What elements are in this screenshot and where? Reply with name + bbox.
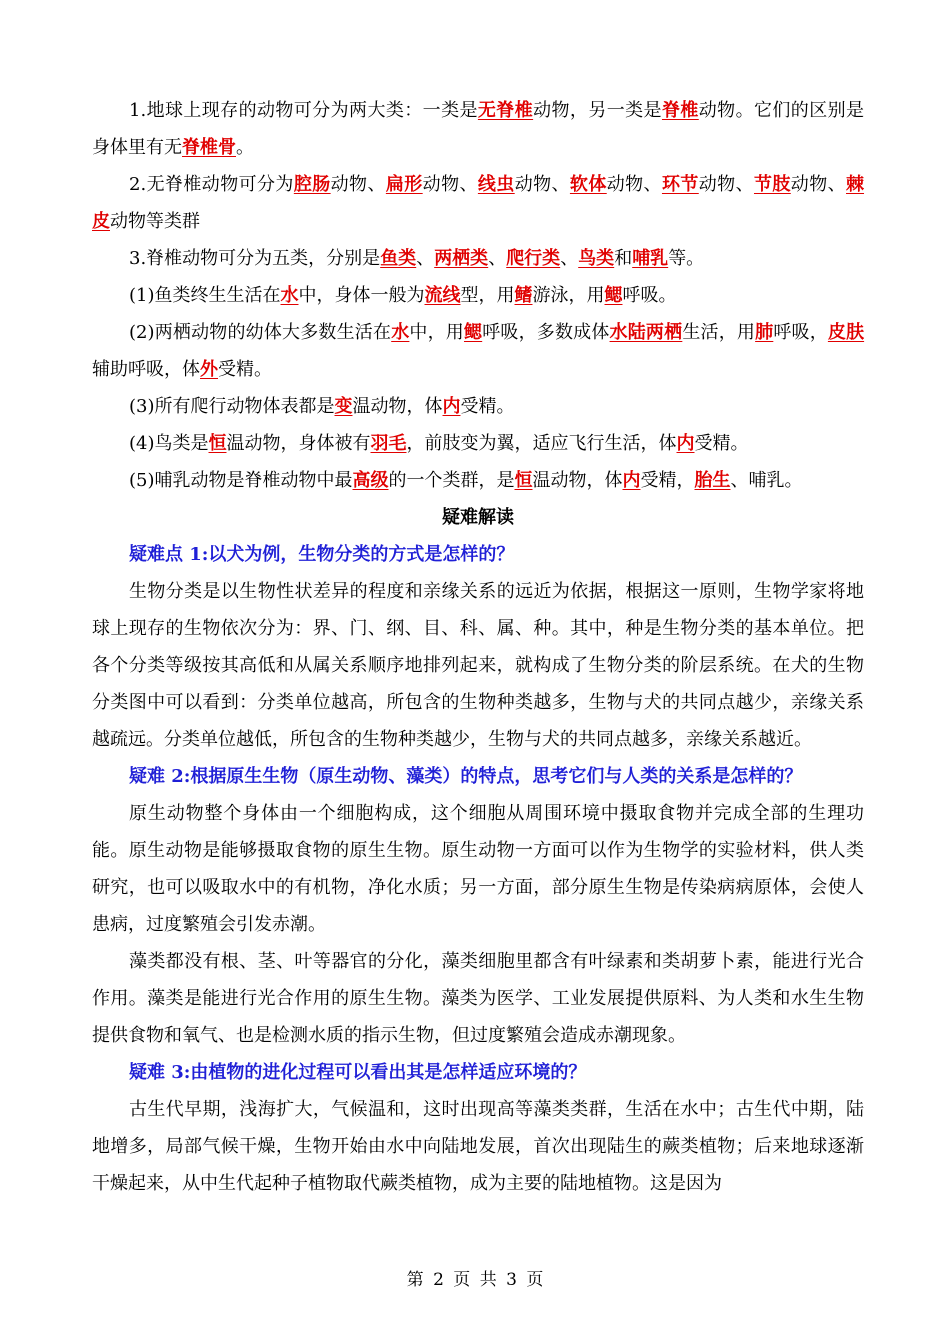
paragraph-4: (1)鱼类终生生活在水中，身体一般为流线型，用鳍游泳，用鳃呼吸。 <box>129 285 677 306</box>
keyword: 爬行类 <box>506 248 561 269</box>
keyword: 流线 <box>424 285 461 306</box>
keyword: 外 <box>200 359 218 380</box>
answer-paragraph-2a: 原生动物整个身体由一个细胞构成，这个细胞从周围环境中摄取食物并完成全部的生理功能。原生动物是能够摄取食物的原生生物。原生动物一方面可以作为生物学的实验材料，供人类研究，也可以吸取水中的有机物，净化水质；另一方面，部分原生生物是传染病病原体，会使人患病，过度繁殖会引发赤潮。 <box>92 803 864 935</box>
keyword: 哺乳 <box>632 248 669 269</box>
section-title: 疑难解读 <box>442 507 514 528</box>
keyword: 鳃 <box>463 322 483 343</box>
keyword: 鳃 <box>604 285 623 306</box>
keyword: 内 <box>442 396 461 417</box>
keyword: 腔肠 <box>293 174 331 195</box>
answer-paragraph-2b: 藻类都没有根、茎、叶等器官的分化，藻类细胞里都含有叶绿素和类胡萝卜素，能进行光合作用。藻类是能进行光合作用的原生生物。藻类为医学、工业发展提供原料、为人类和水生生物提供食物和氧气、也是检测水质的指示生物，但过度繁殖会造成赤潮现象。 <box>92 951 864 1046</box>
paragraph-1: 1.地球上现存的动物可分为两大类：一类是无脊椎动物，另一类是脊椎动物。它们的区别是身体里有无脊椎骨。 <box>92 100 865 158</box>
paragraph-6: (3)所有爬行动物体表都是变温动物，体内受精。 <box>129 396 515 417</box>
keyword: 鱼类 <box>380 248 417 269</box>
answer-paragraph-3: 古生代早期，浅海扩大，气候温和，这时出现高等藻类类群，生活在水中；古生代中期，陆地增多，局部气候干燥，生物开始由水中向陆地发展，首次出现陆生的蕨类植物；后来地球逐渐干燥起来，从中生代起种子植物取代蕨类植物，成为主要的陆地植物。这是因为 <box>92 1099 864 1194</box>
paragraph-5: (2)两栖动物的幼体大多数生活在水中，用鳃呼吸，多数成体水陆两栖生活，用肺呼吸，皮肤辅助呼吸，体外受精。 <box>92 322 865 380</box>
keyword: 恒 <box>514 470 533 491</box>
paragraph-3: 3.脊椎动物可分为五类，分别是鱼类、两栖类、爬行类、鸟类和哺乳等。 <box>129 248 705 269</box>
keyword: 无脊椎 <box>477 100 534 121</box>
keyword: 胎生 <box>694 470 731 491</box>
keyword: 内 <box>622 470 641 491</box>
keyword: 线虫 <box>477 174 515 195</box>
keyword: 肺 <box>755 322 774 343</box>
keyword: 水陆两栖 <box>609 322 683 343</box>
answer-paragraph-1: 生物分类是以生物性状差异的程度和亲缘关系的远近为依据，根据这一原则，生物学家将地球上现存的生物依次分为：界、门、纲、目、科、属、种。其中，种是生物分类的基本单位。把各个分类等级按其高低和从属关系顺序地排列起来，就构成了生物分类的阶层系统。在犬的生物分类图中可以看到：分类单位越高，所包含的生物种类越多，生物与犬的共同点越少，亲缘关系越疏远。分类单位越低，所包含的生物种类越少，生物与犬的共同点越多，亲缘关系越近。 <box>92 581 864 750</box>
keyword: 水 <box>280 285 299 306</box>
keyword: 两栖类 <box>434 248 489 269</box>
keyword: 鳍 <box>514 285 533 306</box>
keyword: 羽毛 <box>370 433 407 454</box>
question-heading-2: 疑难 2:根据原生生物（原生动物、藻类）的特点，思考它们与人类的关系是怎样的？ <box>129 766 803 787</box>
keyword: 高级 <box>352 470 389 491</box>
question-heading-1: 疑难点 1:以犬为例，生物分类的方式是怎样的？ <box>129 544 515 565</box>
keyword: 水 <box>391 322 410 343</box>
question-heading-3: 疑难 3:由植物的进化过程可以看出其是怎样适应环境的？ <box>129 1062 587 1083</box>
keyword: 节肢 <box>753 174 791 195</box>
keyword: 软体 <box>569 174 607 195</box>
keyword: 脊椎 <box>661 100 699 121</box>
document-page <box>92 92 864 1202</box>
keyword: 脊椎骨 <box>182 137 236 158</box>
keyword: 皮肤 <box>827 322 865 343</box>
page-footer: 第 2 页 共 3 页 <box>406 1270 544 1290</box>
keyword: 鸟类 <box>578 248 615 269</box>
paragraph-2: 2.无脊椎动物可分为腔肠动物、扁形动物、线虫动物、软体动物、环节动物、节肢动物、棘皮动物等类群 <box>92 174 865 232</box>
keyword: 棘皮 <box>92 174 865 232</box>
paragraph-7: (4)鸟类是恒温动物，身体被有羽毛，前肢变为翼，适应飞行生活，体内受精。 <box>129 433 749 454</box>
keyword: 内 <box>676 433 695 454</box>
keyword: 扁形 <box>385 174 423 195</box>
paragraph-8: (5)哺乳动物是脊椎动物中最高级的一个类群，是恒温动物，体内受精，胎生、哺乳。 <box>129 470 803 491</box>
keyword: 恒 <box>208 433 227 454</box>
keyword: 环节 <box>661 174 699 195</box>
keyword: 变 <box>334 396 353 417</box>
